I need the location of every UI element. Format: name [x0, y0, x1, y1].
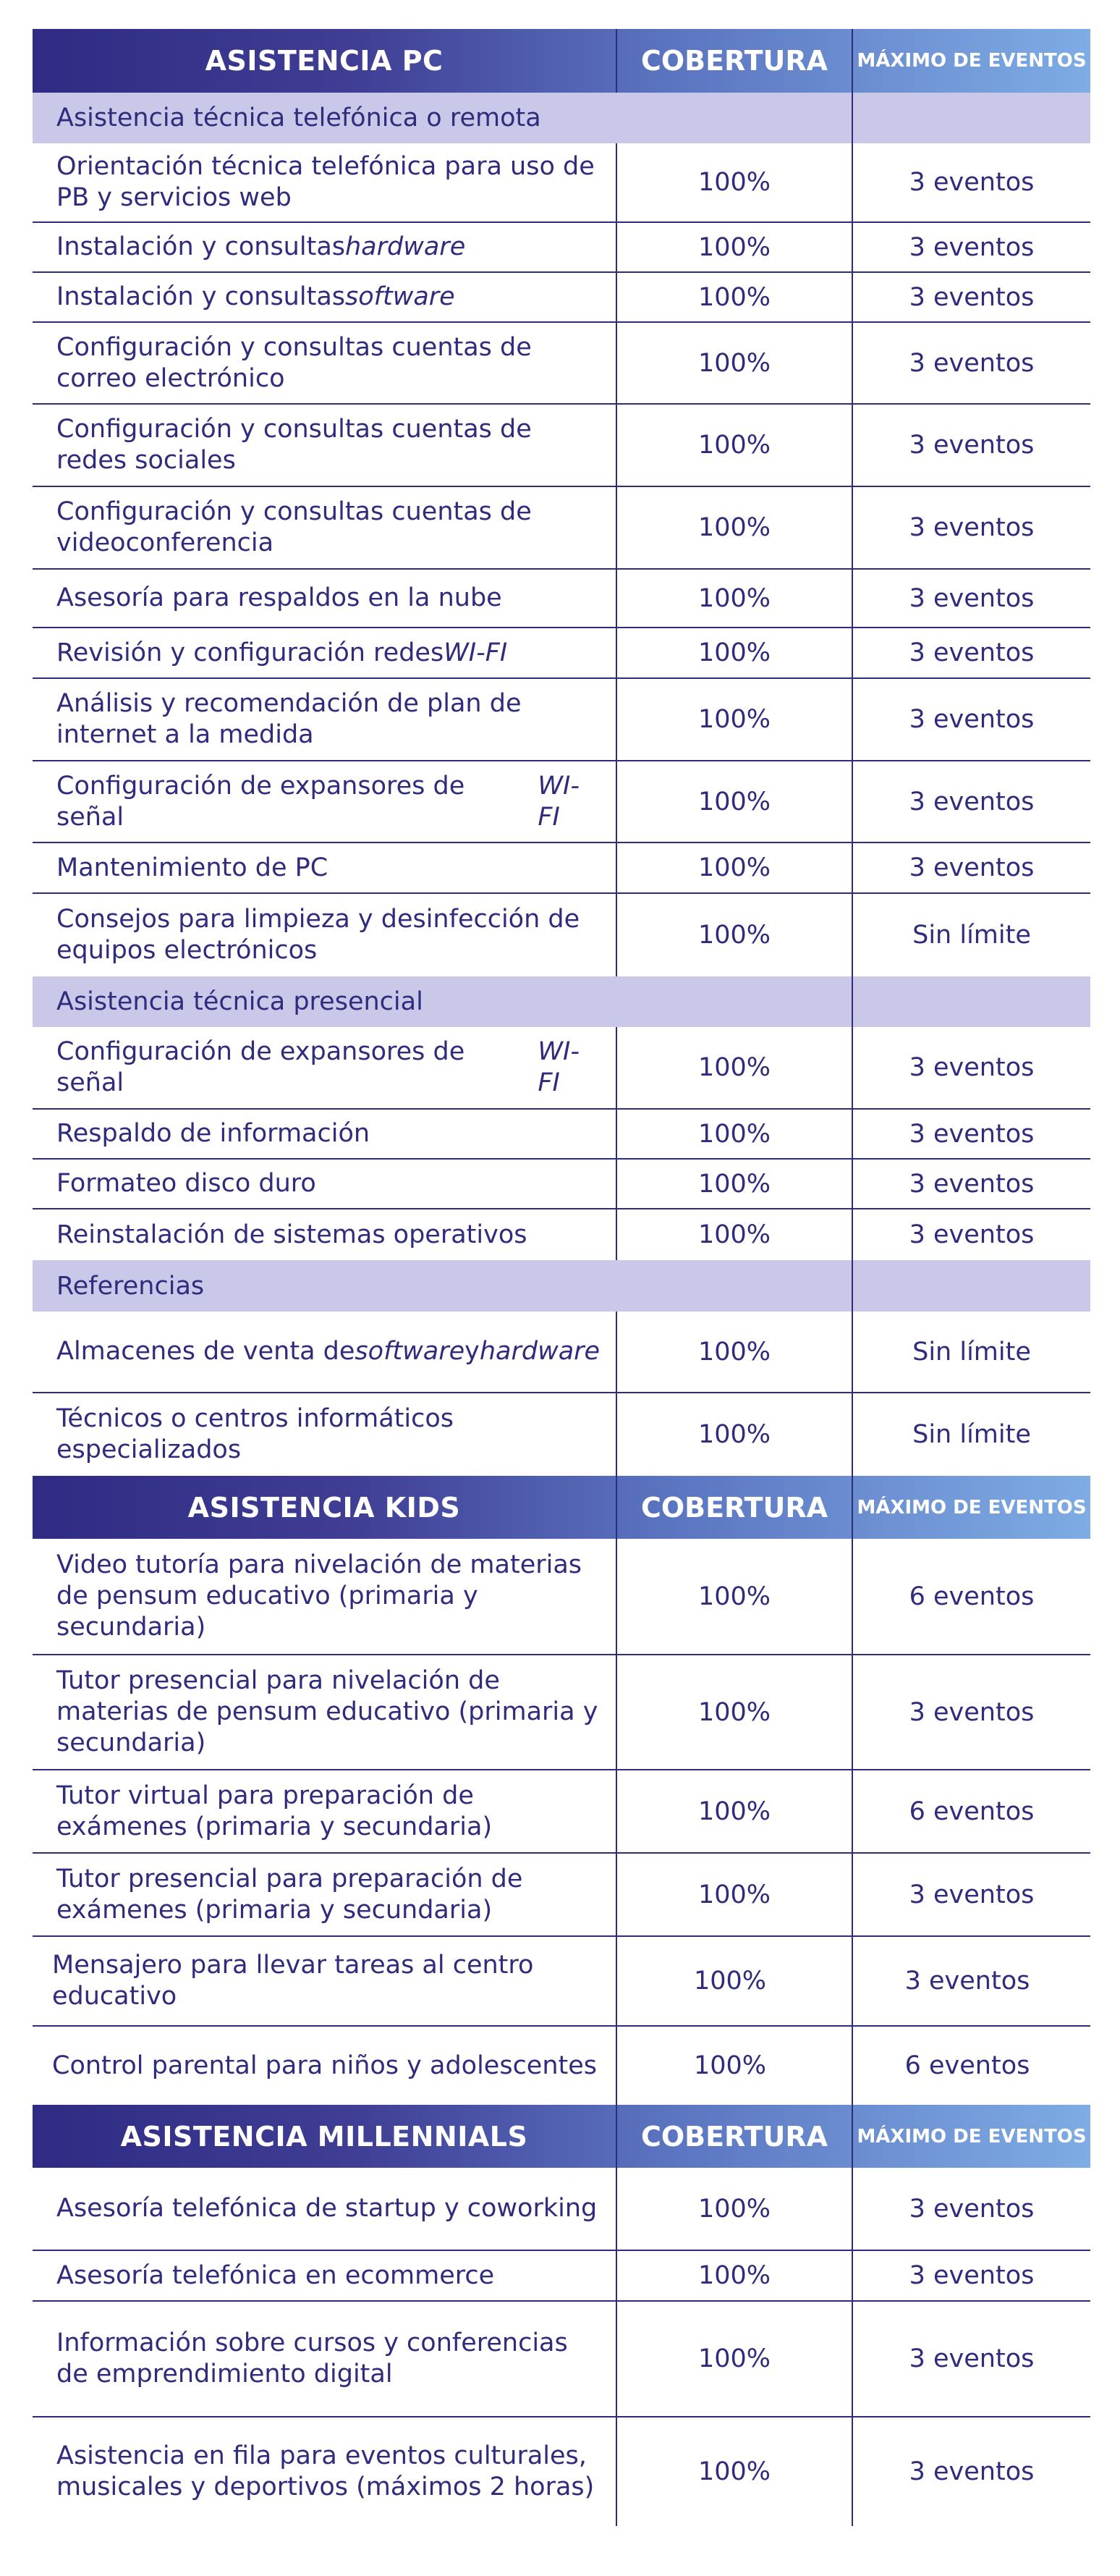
table-row [33, 1655, 1090, 1770]
row-label: Configuración y consultas cuentas de redes sociales [56, 415, 532, 475]
row-coverage: 100% [616, 1539, 852, 1654]
row-max-events: 6 eventos [852, 1770, 1090, 1852]
row-max-events: 3 eventos [852, 273, 1090, 321]
table-row [33, 2168, 1090, 2251]
row-max-events: 3 eventos [852, 1854, 1090, 1935]
row-max-events: 3 eventos [852, 761, 1090, 842]
row-coverage: 100% [616, 2417, 852, 2526]
row-coverage: 100% [616, 143, 852, 221]
row-coverage: 100% [616, 223, 852, 271]
table-row [33, 1937, 1090, 2027]
row-max-events: 3 eventos [852, 2168, 1090, 2250]
table-row [33, 1160, 1090, 1209]
row-coverage: 100% [616, 1655, 852, 1769]
table-row [33, 1393, 1090, 1476]
row-coverage: 100% [616, 2168, 852, 2250]
header-coverage: COBERTURA [616, 1476, 852, 1539]
row-max-events: Sin límite [852, 1312, 1090, 1392]
table-row [33, 843, 1090, 894]
header-title: ASISTENCIA PC [205, 45, 444, 77]
row-label: Asistencia en fila para eventos culturales, musicales y deportivos (máximos 2 horas) [56, 2441, 595, 2501]
table-row [33, 2302, 1090, 2417]
row-max-events: 3 eventos [852, 1655, 1090, 1769]
row-coverage: 100% [616, 2251, 852, 2300]
row-label: Tutor presencial para preparación de exámenes (primaria y secundaria) [56, 1864, 523, 1925]
row-label: Mensajero para llevar tareas al centro educativo [52, 1951, 534, 2011]
row-coverage: 100% [616, 405, 852, 486]
table-header-pc [33, 29, 1090, 93]
row-max-events: 3 eventos [852, 2302, 1090, 2416]
row-coverage: 100% [616, 2302, 852, 2416]
row-label: Asesoría para respaldos en la nube [56, 583, 502, 612]
row-coverage: 100% [616, 1937, 852, 2025]
header-max-events: MÁXIMO DE EVENTOS [852, 1476, 1090, 1539]
table-row [33, 2027, 1090, 2105]
benefits-table [33, 29, 1090, 2526]
table-row [33, 2251, 1090, 2302]
row-max-events: 6 eventos [852, 1539, 1090, 1654]
row-coverage: 100% [616, 323, 852, 403]
row-label: Asesoría telefónica de startup y coworking [56, 2194, 598, 2223]
header-coverage: COBERTURA [616, 2105, 852, 2168]
row-coverage: 100% [616, 761, 852, 842]
table-row [33, 405, 1090, 487]
section-row [33, 1260, 1090, 1312]
row-coverage: 100% [616, 487, 852, 568]
section-title: Asistencia técnica telefónica o remota [56, 104, 541, 132]
row-label: Tutor virtual para preparación de exámenes (primaria y secundaria) [56, 1781, 493, 1841]
table-row [33, 679, 1090, 761]
header-coverage: COBERTURA [616, 29, 852, 93]
header-max-events: MÁXIMO DE EVENTOS [852, 29, 1090, 93]
row-coverage: 100% [616, 570, 852, 627]
row-coverage: 100% [616, 1160, 852, 1208]
section-title: Referencias [56, 1271, 205, 1301]
table-row [33, 487, 1090, 570]
row-max-events: 3 eventos [852, 1160, 1090, 1208]
row-label: Reinstalación de sistemas operativos [56, 1220, 527, 1249]
row-label: Control parental para niños y adolescentes [52, 2051, 598, 2080]
row-label: Revisión y configuración redes WI-FI [56, 638, 508, 667]
row-coverage: 100% [616, 2027, 852, 2105]
row-max-events: 3 eventos [852, 1209, 1090, 1260]
table-row [33, 894, 1090, 976]
table-row [33, 1770, 1090, 1854]
table-row [33, 1027, 1090, 1110]
row-label: Consejos para limpieza y desinfección de equipos electrónicos [56, 905, 580, 965]
row-max-events: 3 eventos [852, 679, 1090, 760]
row-max-events: Sin límite [852, 1393, 1090, 1476]
row-max-events: 3 eventos [852, 843, 1090, 892]
row-coverage: 100% [616, 1854, 852, 1935]
row-label: Configuración de expansores de señal WI-FI [56, 771, 580, 832]
row-label: Configuración de expansores de señal WI-FI [56, 1037, 580, 1097]
row-max-events: 3 eventos [852, 570, 1090, 627]
header-title: ASISTENCIA KIDS [187, 1491, 461, 1524]
row-max-events: 3 eventos [852, 1937, 1090, 2025]
row-label: Configuración y consultas cuentas de correo electrónico [56, 332, 532, 393]
table-row [33, 628, 1090, 679]
row-max-events: 3 eventos [852, 223, 1090, 271]
row-max-events: 3 eventos [852, 2417, 1090, 2526]
row-coverage: 100% [616, 1312, 852, 1392]
table-row [33, 223, 1090, 273]
row-coverage: 100% [616, 1209, 852, 1260]
table-row [33, 1312, 1090, 1393]
row-coverage: 100% [616, 273, 852, 321]
section-row [33, 976, 1090, 1027]
row-label: Tutor presencial para nivelación de materias de pensum educativo (primaria y secundaria) [56, 1666, 598, 1757]
row-max-events: 3 eventos [852, 405, 1090, 486]
row-max-events: 3 eventos [852, 1027, 1090, 1108]
table-row [33, 1854, 1090, 1937]
row-label: Mantenimiento de PC [56, 853, 328, 882]
table-row [33, 143, 1090, 223]
row-label: Configuración y consultas cuentas de videoconferencia [56, 497, 532, 557]
table-header-millennials [33, 2105, 1090, 2168]
row-label: Instalación y consultas hardware [56, 232, 466, 261]
row-label: Información sobre cursos y conferencias de emprendimiento digital [56, 2328, 568, 2389]
row-coverage: 100% [616, 894, 852, 976]
table-row [33, 273, 1090, 323]
table-row [33, 1110, 1090, 1160]
row-label: Instalación y consultas software [56, 282, 455, 311]
table-row [33, 323, 1090, 405]
row-coverage: 100% [616, 1393, 852, 1476]
row-coverage: 100% [616, 679, 852, 760]
header-max-events: MÁXIMO DE EVENTOS [852, 2105, 1090, 2168]
row-max-events: 6 eventos [852, 2027, 1090, 2105]
row-label: Técnicos o centros informáticos especializados [56, 1404, 454, 1464]
row-max-events: 3 eventos [852, 2251, 1090, 2300]
row-coverage: 100% [616, 843, 852, 892]
row-max-events: 3 eventos [852, 487, 1090, 568]
row-max-events: 3 eventos [852, 143, 1090, 221]
row-max-events: 3 eventos [852, 628, 1090, 677]
row-label: Análisis y recomendación de plan de internet a la medida [56, 689, 522, 749]
row-max-events: 3 eventos [852, 1110, 1090, 1158]
row-label: Video tutoría para nivelación de materias de pensum educativo (primaria y secundaria) [56, 1550, 582, 1642]
table-row [33, 2417, 1090, 2526]
table-row [33, 1209, 1090, 1260]
section-row [33, 93, 1090, 143]
header-title: ASISTENCIA MILLENNIALS [120, 2120, 528, 2153]
table-row [33, 1539, 1090, 1655]
row-coverage: 100% [616, 1027, 852, 1108]
row-coverage: 100% [616, 1110, 852, 1158]
section-title: Asistencia técnica presencial [56, 987, 423, 1016]
table-header-kids [33, 1476, 1090, 1539]
row-coverage: 100% [616, 628, 852, 677]
row-coverage: 100% [616, 1770, 852, 1852]
row-label: Formateo disco duro [56, 1169, 316, 1198]
row-label: Orientación técnica telefónica para uso de PB y servicios web [56, 152, 595, 212]
table-row [33, 761, 1090, 843]
row-label: Almacenes de venta de software y hardware [56, 1337, 601, 1366]
row-label: Respaldo de información [56, 1119, 370, 1148]
row-max-events: Sin límite [852, 894, 1090, 976]
table-row [33, 570, 1090, 628]
row-label: Asesoría telefónica en ecommerce [56, 2260, 495, 2290]
row-max-events: 3 eventos [852, 323, 1090, 403]
